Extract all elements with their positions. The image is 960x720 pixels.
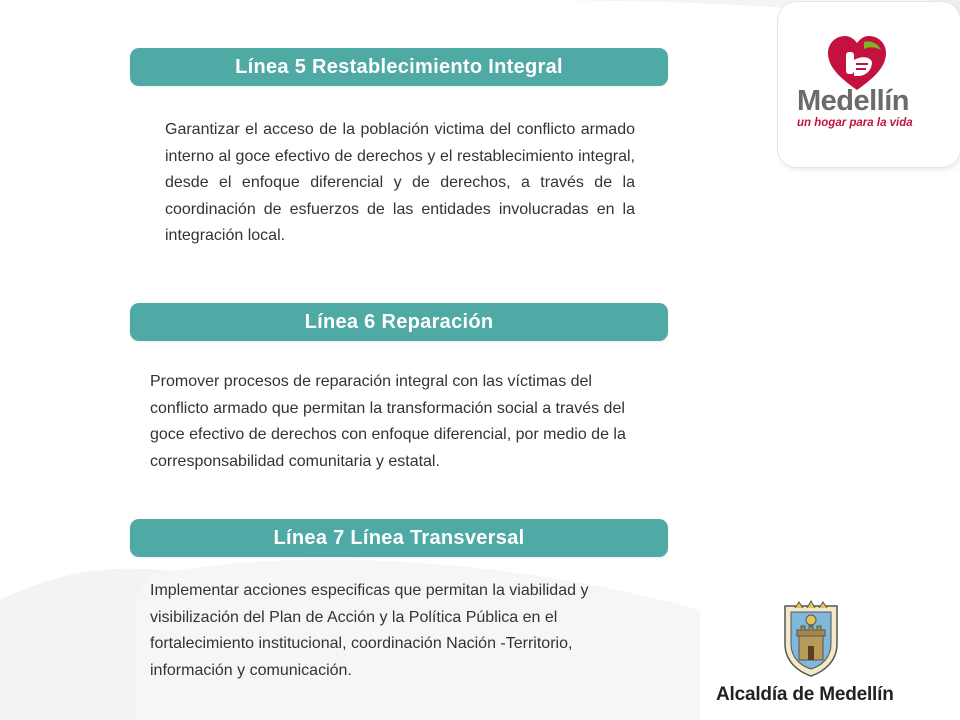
section-text-linea-7: Implementar acciones especificas que permitan la viabilidad y visibilización del Plan de Acción y la Política Pública en el fortalecimiento institucional, coordinación Nación -Territorio, información y comunicación. [150,582,589,679]
section-header-linea-6: Línea 6 Reparación [130,303,668,341]
brand-name: Medellín [797,85,910,117]
coat-of-arms-icon [781,600,841,678]
section-header-linea-5: Línea 5 Restablecimiento Integral [130,48,668,86]
footer-alcaldia-label: Alcaldía de Medellín [716,684,894,705]
section-header-linea-7: Línea 7 Línea Transversal [130,519,668,557]
section-text-linea-5: Garantizar el acceso de la población victima del conflicto armado interno al goce efectivo de derechos y el restablecimiento integral, desde el enfoque diferencial y de derechos, a través de la coordinación de esfuerzos de las entidades involucradas en la integración local. [165,121,635,244]
brand-tagline: un hogar para la vida [797,117,913,129]
medellin-heart-hand-icon [826,34,888,92]
section-text-linea-6: Promover procesos de reparación integral con las víctimas del conflicto armado que permitan la transformación social a través del goce efectivo de derechos con enfoque diferencial, por medio de la corresponsabilidad comunitaria y estatal. [150,373,626,470]
